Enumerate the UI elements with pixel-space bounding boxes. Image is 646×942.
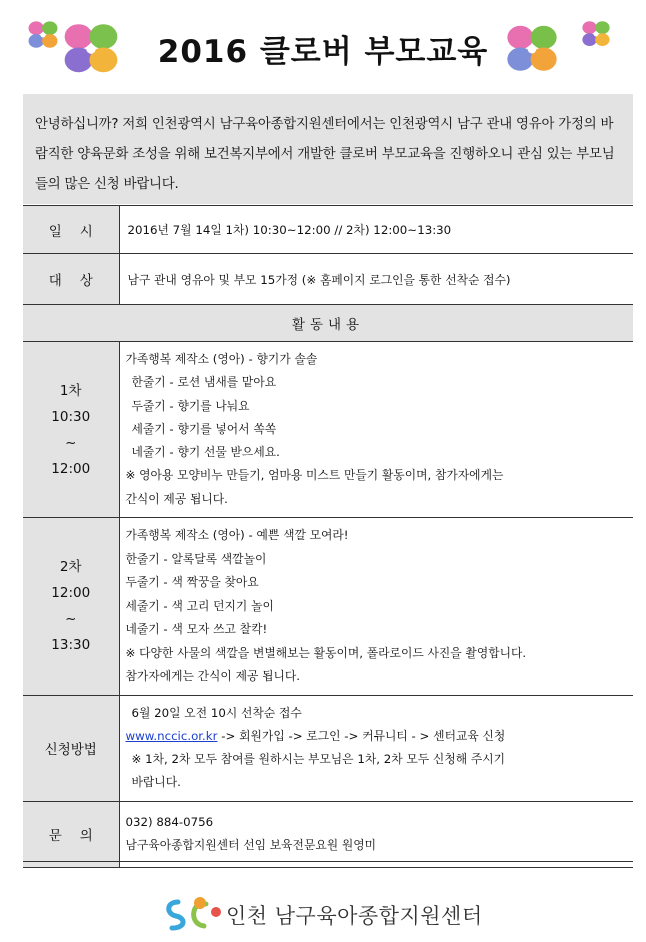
round1-line: 한줄기 - 로션 냄새를 맡아요: [131, 375, 277, 390]
round1-end: 12:00: [51, 460, 91, 477]
round1-tilde: ~: [65, 434, 77, 451]
apply-content: [119, 695, 633, 801]
round1-content: [119, 342, 633, 518]
header: [0, 0, 646, 90]
round2-line: 네줄기 - 색 모자 쓰고 찰칵!: [125, 622, 268, 637]
date-value: 2016년 7월 14일 1차) 10:30~12:00 // 2차) 12:00~13:30: [119, 206, 633, 254]
center-name: 인천 남구육아종합지원센터: [226, 904, 483, 928]
target-row: [23, 254, 633, 305]
contact-content: [119, 801, 633, 867]
target-label: 대상: [23, 254, 119, 305]
apply-row: [23, 695, 633, 801]
contact-person: 남구육아종합지원센터 선임 보육전문요원 원영미: [125, 838, 377, 853]
round1-line: 두줄기 - 향기를 나눠요: [131, 398, 250, 413]
round1-line: 세줄기 - 향기를 넣어서 쏙쏙: [131, 421, 277, 436]
round2-line: 가족행복 제작소 (영아) - 예쁜 색깔 모여라!: [125, 528, 349, 543]
round1-line: 네줄기 - 향기 선물 받으세요.: [131, 445, 280, 460]
date-row: [23, 206, 633, 254]
round2-label: [23, 518, 119, 696]
apply-steps: -> 회원가입 -> 로그인 -> 커뮤니티 - > 센터교육 신청: [217, 728, 506, 743]
activity-header-row: [23, 305, 633, 342]
round2-end: 13:30: [51, 637, 91, 654]
round1-line: 가족행복 제작소 (영아) - 향기가 솔솔: [125, 352, 318, 366]
round2-line: 세줄기 - 색 고리 던지기 놀이: [125, 598, 274, 613]
apply-note: ※ 1차, 2차 모두 참여를 원하시는 부모님은 1차, 2차 모두 신청해 주시기: [131, 752, 506, 767]
round2-tilde: ~: [65, 611, 77, 628]
clover-icon: [580, 18, 612, 50]
center-logo-icon: [162, 894, 224, 932]
round1-start: 10:30: [51, 408, 91, 425]
nccic-link[interactable]: www.nccic.or.kr: [125, 728, 218, 743]
round1-row: [23, 342, 633, 518]
round2-line: 두줄기 - 색 짝꿍을 찾아요: [125, 575, 259, 590]
activity-header: 활동내용: [23, 305, 633, 342]
round2-line: ※ 다양한 사물의 색깔을 변별해보는 활동이며, 폴라로이드 사진을 촬영합니다.: [125, 645, 527, 660]
footer: [0, 894, 646, 934]
apply-label: 신청방법: [23, 695, 119, 801]
intro-text: 안녕하십니까? 저희 인천광역시 남구육아종합지원센터에서는 인천광역시 남구 관내 영유아 가정의 바람직한 양육문화 조성을 위해 보건복지부에서 개발한 클로버 부모교육을 진행하오니 관심 있는 부모님들의 많은 신청 바랍니다.: [23, 94, 633, 204]
contact-label: 문의: [23, 801, 119, 867]
round2-start: 12:00: [51, 585, 91, 602]
clover-icon: [503, 20, 561, 78]
target-value: 남구 관내 영유아 및 부모 15가정 (※ 홈페이지 로그인을 통한 선착순 접수): [119, 254, 633, 305]
round2-line: 참가자에게는 간식이 제공 됩니다.: [125, 669, 301, 684]
date-label: 일시: [23, 206, 119, 254]
round2-title: 2차: [59, 559, 82, 576]
apply-line: 6월 20일 오전 10시 선착순 접수: [131, 705, 302, 720]
round2-row: [23, 518, 633, 696]
apply-note: 바랍니다.: [131, 775, 181, 790]
round1-line: 간식이 제공 됩니다.: [125, 491, 228, 506]
round2-content: [119, 518, 633, 696]
apply-link-line: [126, 725, 634, 748]
contact-row: [23, 801, 633, 867]
round2-line: 한줄기 - 알록달록 색깔놀이: [125, 551, 267, 566]
round1-line: ※ 영아용 모양비누 만들기, 엄마용 미스트 만들기 활동이며, 참가자에게는: [125, 468, 504, 483]
contact-phone: 032) 884-0756: [125, 814, 214, 829]
divider: [23, 861, 633, 862]
info-table: [23, 205, 633, 868]
page-title: 2016 클로버 부모교육: [157, 34, 489, 70]
round1-title: 1차: [59, 382, 82, 399]
round1-label: [23, 342, 119, 518]
